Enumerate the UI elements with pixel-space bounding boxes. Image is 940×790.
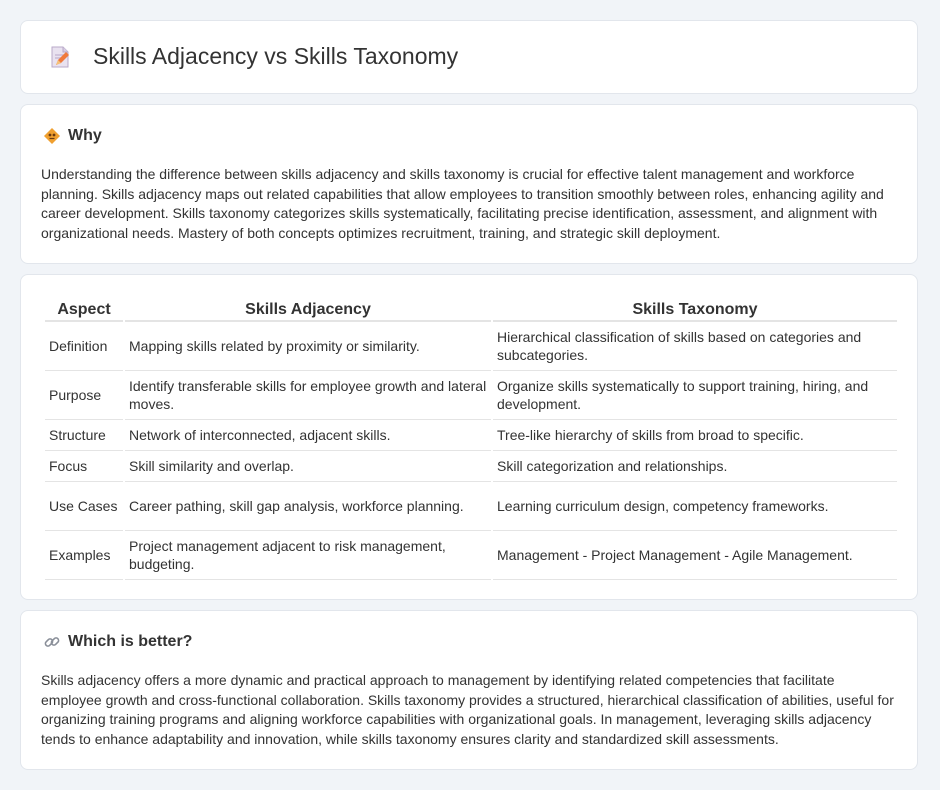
- table-row: [45, 531, 897, 580]
- row-taxonomy: Tree-like hierarchy of skills from broad to specific.: [493, 420, 897, 451]
- diamond-warning-icon: [43, 127, 61, 145]
- better-text: Skills adjacency offers a more dynamic and practical approach to management by identifying related competencies that facilitate employee growth and cross-functional collaboration. Skills taxonomy provides a structured, hierarchical classification of abilities, useful for organizing training programs and aligning workforce capabilities with organizational goals. In management, leveraging skills adjacency tends to enhance adaptability and innovation, while skills taxonomy ensures clarity and standardized skill assessments.: [41, 672, 894, 747]
- row-taxonomy: Management - Project Management - Agile Management.: [493, 531, 897, 580]
- row-adjacency: Network of interconnected, adjacent skills.: [125, 420, 491, 451]
- why-title: Why: [68, 127, 102, 144]
- which-is-better-section: [20, 610, 918, 770]
- table-row: [45, 322, 897, 371]
- row-aspect: Purpose: [45, 371, 123, 420]
- row-taxonomy: Learning curriculum design, competency frameworks.: [493, 482, 897, 531]
- row-aspect: Use Cases: [45, 482, 123, 531]
- table-row: [45, 420, 897, 451]
- row-adjacency: Career pathing, skill gap analysis, workforce planning.: [125, 482, 491, 531]
- row-aspect: Focus: [45, 451, 123, 482]
- row-taxonomy: Hierarchical classification of skills based on categories and subcategories.: [493, 322, 897, 371]
- row-taxonomy: Organize skills systematically to support training, hiring, and development.: [493, 371, 897, 420]
- page-title: Skills Adjacency vs Skills Taxonomy: [93, 43, 459, 69]
- row-adjacency: Identify transferable skills for employee growth and lateral moves.: [125, 371, 491, 420]
- comparison-table-card: [20, 274, 918, 600]
- header-card: [20, 20, 918, 94]
- row-aspect: Structure: [45, 420, 123, 451]
- header-aspect: Aspect: [45, 295, 123, 322]
- why-text: Understanding the difference between skills adjacency and skills taxonomy is crucial for effective talent management and workforce planning. Skills adjacency maps out related capabilities that allow employees to transition smoothly between roles, enhancing agility and career development. Skills taxonomy categorizes skills systematically, facilitating precise identification, assessment, and alignment with organizational needs. Mastery of both concepts optimizes recruitment, training, and strategic skill deployment.: [41, 166, 884, 241]
- document-pencil-icon: [47, 44, 73, 70]
- row-aspect: Definition: [45, 322, 123, 371]
- row-adjacency: Mapping skills related by proximity or similarity.: [125, 322, 491, 371]
- why-section: [20, 104, 918, 264]
- row-taxonomy: Skill categorization and relationships.: [493, 451, 897, 482]
- row-adjacency: Skill similarity and overlap.: [125, 451, 491, 482]
- table-row: [45, 482, 897, 531]
- row-adjacency: Project management adjacent to risk management, budgeting.: [125, 531, 491, 580]
- row-aspect: Examples: [45, 531, 123, 580]
- header-skills-adjacency: Skills Adjacency: [125, 295, 491, 322]
- table-row: [45, 451, 897, 482]
- comparison-table: [43, 295, 899, 580]
- better-title: Which is better?: [68, 633, 193, 650]
- header-skills-taxonomy: Skills Taxonomy: [493, 295, 897, 322]
- title-row: [47, 43, 458, 70]
- why-heading: [43, 127, 102, 145]
- better-heading: [43, 633, 192, 651]
- table-header-row: [45, 295, 897, 322]
- table-row: [45, 371, 897, 420]
- link-icon: [43, 633, 61, 651]
